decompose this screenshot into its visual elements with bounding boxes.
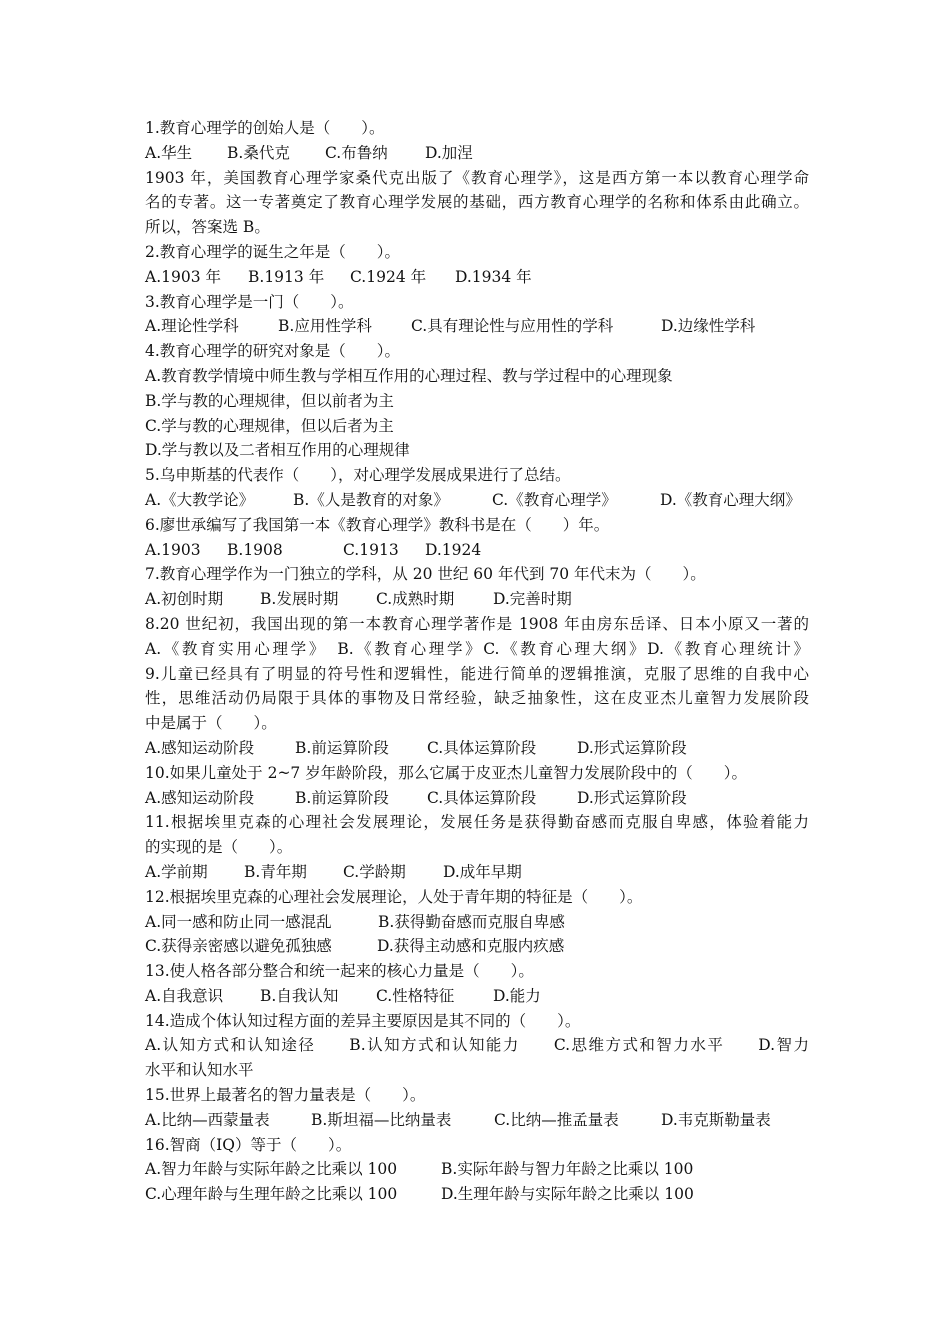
answer-option: A.比纳—西蒙量表 [145, 1110, 270, 1129]
answer-option: A.学前期 [145, 862, 208, 881]
answer-option: B.桑代克 [227, 143, 290, 162]
text-line: 8.20 世纪初，我国出现的第一本教育心理学著作是 1908 年由房东岳译、日本小原又一著的 [145, 614, 809, 633]
document-page [145, 116, 809, 1207]
answer-option: D.生理年龄与实际年龄之比乘以 100 [441, 1185, 694, 1204]
answer-option: C.布鲁纳 [325, 143, 388, 162]
answer-option: C.学龄期 [343, 862, 406, 881]
answer-option: D.1924 [425, 540, 482, 559]
answer-option: A.1903 [145, 540, 201, 559]
answer-option: B.发展时期 [260, 590, 339, 609]
text-line: 2.教育心理学的诞生之年是（ ）。 [145, 242, 401, 261]
answer-option: A.自我意识 [145, 986, 224, 1005]
text-line: 5.乌申斯基的代表作（ ），对心理学发展成果进行了总结。 [145, 466, 571, 485]
option-row [145, 934, 809, 959]
text-line: 10.如果儿童处于 2~7 岁年龄阶段，那么它属于皮亚杰儿童智力发展阶段中的（ ）。 [145, 763, 747, 782]
option-row [145, 314, 809, 339]
option-row [145, 910, 809, 935]
text-line: A.教育教学情境中师生教与学相互作用的心理过程、教与学过程中的心理现象 [145, 366, 673, 385]
answer-option: B.1908 [227, 540, 283, 559]
answer-option: B.斯坦福—比纳量表 [311, 1110, 452, 1129]
answer-option: D.完善时期 [493, 590, 572, 609]
text-line: 3.教育心理学是一门（ ）。 [145, 292, 354, 311]
answer-option: A.理论性学科 [145, 317, 239, 336]
text-line: 名的专著。这一专著奠定了教育心理学发展的基础，西方教育心理学的名称和体系由此确立。 [145, 193, 809, 212]
answer-option: B.青年期 [244, 862, 307, 881]
answer-option: C.《教育心理学》 [492, 490, 617, 509]
text-line: A.认知方式和认知途径 B.认知方式和认知能力 C.思维方式和智力水平 D.智力 [145, 1036, 809, 1055]
answer-option: C.1924 年 [350, 267, 427, 286]
option-row [145, 587, 809, 612]
answer-option: D.1934 年 [455, 267, 532, 286]
answer-option: A.智力年龄与实际年龄之比乘以 100 [145, 1160, 398, 1179]
answer-option: B.前运算阶段 [295, 788, 389, 807]
option-row [145, 860, 809, 885]
answer-option: B.自我认知 [260, 986, 339, 1005]
text-line: D.学与教以及二者相互作用的心理规律 [145, 441, 410, 460]
text-line: 13.使人格各部分整合和统一起来的核心力量是（ ）。 [145, 962, 534, 981]
answer-option: C.性格特征 [376, 986, 455, 1005]
text-line: 水平和认知水平 [145, 1061, 254, 1080]
answer-option: B.实际年龄与智力年龄之比乘以 100 [441, 1160, 694, 1179]
answer-option: D.形式运算阶段 [577, 738, 687, 757]
text-line: 1.教育心理学的创始人是（ ）。 [145, 119, 385, 137]
text-line: 1903 年，美国教育心理学家桑代克出版了《教育心理学》，这是西方第一本以教育心理学命 [145, 168, 809, 187]
text-line: 16.智商（IQ）等于（ ）。 [145, 1135, 352, 1154]
answer-option: D.《教育心理大纲》 [660, 490, 801, 509]
option-row [145, 141, 809, 166]
answer-option: C.成熟时期 [376, 590, 455, 609]
text-line: C.学与教的心理规律，但以后者为主 [145, 416, 394, 435]
text-line: B.学与教的心理规律，但以前者为主 [145, 391, 394, 410]
option-row [145, 1182, 809, 1207]
option-row [145, 265, 809, 290]
answer-option: C.1913 [343, 540, 399, 559]
answer-option: C.获得亲密感以避免孤独感 [145, 937, 332, 956]
text-line: 7.教育心理学作为一门独立的学科，从 20 世纪 60 年代到 70 年代末为（ ）。 [145, 565, 706, 584]
text-line: 所以，答案选 B。 [145, 218, 270, 237]
answer-option: D.加涅 [425, 143, 473, 162]
text-line: 性，思维活动仍局限于具体的事物及日常经验，缺乏抽象性，这在皮亚杰儿童智力发展阶段 [145, 689, 809, 708]
answer-option: A.初创时期 [145, 590, 224, 609]
option-row [145, 984, 809, 1009]
answer-option: A.感知运动阶段 [145, 738, 255, 757]
text-line: 4.教育心理学的研究对象是（ ）。 [145, 342, 401, 361]
answer-option: D.形式运算阶段 [577, 788, 687, 807]
answer-option: A.感知运动阶段 [145, 788, 255, 807]
answer-option: B.1913 年 [248, 267, 325, 286]
text-line: 中是属于（ ）。 [145, 714, 277, 733]
answer-option: B.《人是教育的对象》 [293, 490, 449, 509]
option-row [145, 538, 809, 563]
answer-option: C.比纳—推孟量表 [494, 1110, 619, 1129]
answer-option: C.具有理论性与应用性的学科 [411, 317, 614, 336]
text-line: 14.造成个体认知过程方面的差异主要原因是其不同的（ ）。 [145, 1011, 581, 1030]
answer-option: D.能力 [493, 986, 541, 1005]
text-line: 12.根据埃里克森的心理社会发展理论，人处于青年期的特征是（ ）。 [145, 887, 643, 906]
answer-option: C.具体运算阶段 [427, 738, 537, 757]
option-row [145, 736, 809, 761]
answer-option: A.华生 [145, 143, 193, 162]
text-line: A.《教育实用心理学》 B.《教育心理学》C.《教育心理大纲》D.《教育心理统计》 [145, 639, 809, 658]
text-line: 9.儿童已经具有了明显的符号性和逻辑性，能进行简单的逻辑推演，克服了思维的自我中心 [145, 664, 809, 683]
option-row [145, 1157, 809, 1182]
text-line: 的实现的是（ ）。 [145, 838, 293, 857]
answer-option: B.应用性学科 [278, 317, 372, 336]
answer-option: C.具体运算阶段 [427, 788, 537, 807]
text-line: 15.世界上最著名的智力量表是（ ）。 [145, 1086, 426, 1105]
option-row [145, 786, 809, 811]
text-line: 11.根据埃里克森的心理社会发展理论，发展任务是获得勤奋感而克服自卑感，体验着能力 [145, 813, 809, 832]
option-row [145, 488, 809, 513]
answer-option: B.获得勤奋感而克服自卑感 [378, 912, 565, 931]
answer-option: A.同一感和防止同一感混乱 [145, 912, 332, 931]
option-row [145, 1108, 809, 1133]
answer-option: A.《大教学论》 [145, 490, 255, 509]
answer-option: D.成年早期 [443, 862, 522, 881]
text-line: 6.廖世承编写了我国第一本《教育心理学》教科书是在（ ）年。 [145, 515, 610, 534]
answer-option: B.前运算阶段 [295, 738, 389, 757]
answer-option: C.心理年龄与生理年龄之比乘以 100 [145, 1185, 398, 1204]
answer-option: D.边缘性学科 [661, 317, 756, 336]
answer-option: A.1903 年 [145, 267, 221, 286]
answer-option: D.韦克斯勒量表 [661, 1110, 771, 1129]
answer-option: D.获得主动感和克服内疚感 [377, 937, 565, 956]
